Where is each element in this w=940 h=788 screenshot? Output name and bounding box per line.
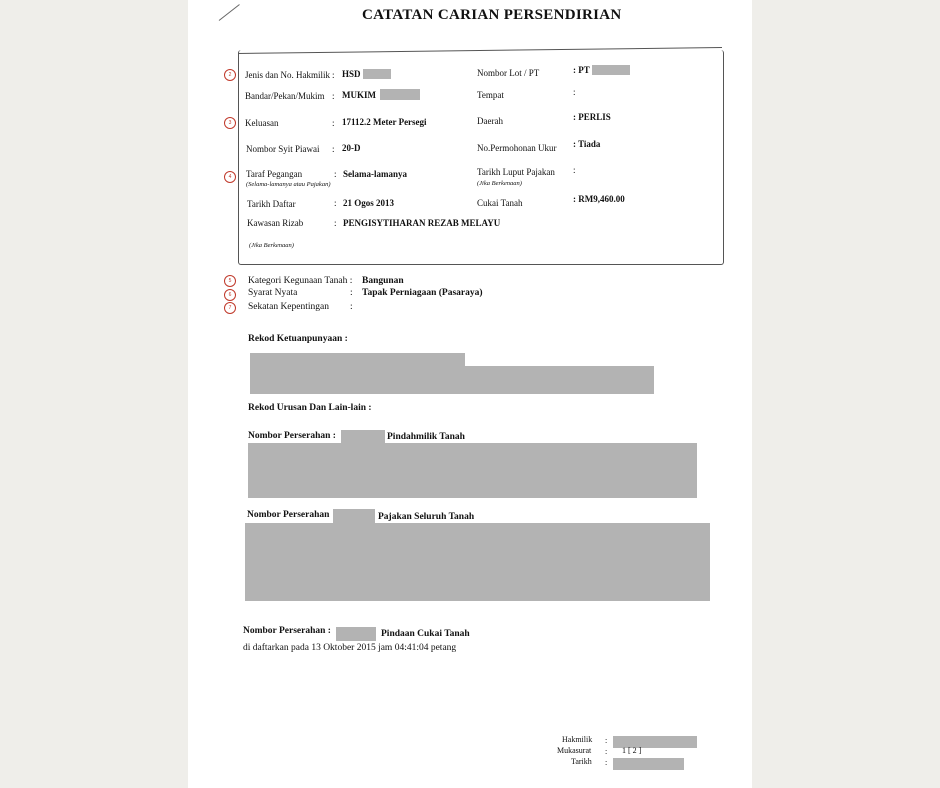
redaction — [613, 758, 684, 770]
lot-label: Nombor Lot / PT — [477, 68, 540, 78]
marker-2: 2 — [224, 69, 236, 81]
rizab-label: Kawasan Rizab — [247, 218, 304, 228]
rekod-urusan-heading: Rekod Urusan Dan Lain-lain : — [248, 403, 372, 413]
permohonan-label: No.Permohonan Ukur — [477, 143, 557, 153]
didaftarkan-text: di daftarkan pada 13 Oktober 2015 jam 04:41:04 petang — [243, 643, 457, 653]
footer-tarikh-label: Tarikh — [571, 757, 592, 766]
perserahan-3-type: Pindaan Cukai Tanah — [381, 629, 470, 639]
syit-value: 20-D — [342, 143, 361, 153]
cukai-value: : RM9,460.00 — [573, 194, 625, 204]
syit-colon: : — [332, 144, 335, 154]
tempat-value: : — [573, 87, 576, 97]
rizab-colon: : — [334, 218, 337, 228]
redaction — [250, 353, 465, 367]
keluasan-value: 17112.2 Meter Persegi — [342, 117, 427, 127]
marker-5: 5 — [224, 275, 236, 287]
jenis-label: Jenis dan No. Hakmilik — [245, 70, 330, 80]
perserahan-3-label: Nombor Perserahan : — [243, 626, 331, 636]
footer-colon: : — [605, 747, 608, 756]
redaction — [336, 627, 376, 641]
cukai-label: Cukai Tanah — [477, 198, 523, 208]
footer-hakmilik-label: Hakmilik — [562, 735, 593, 744]
redaction — [341, 430, 385, 443]
daftar-colon: : — [334, 198, 337, 208]
marker-6: 6 — [224, 289, 236, 301]
redaction — [363, 69, 391, 79]
marker-3: 3 — [224, 117, 236, 129]
marker-4: 4 — [224, 171, 236, 183]
footer-mukasurat-label: Mukasurat — [557, 746, 592, 755]
footer-mukasurat-value: 1 [ 2 ] — [622, 746, 642, 755]
redaction — [245, 523, 710, 601]
redaction — [592, 65, 630, 75]
perserahan-2-label: Nombor Perserahan — [247, 510, 330, 520]
perserahan-1-label: Nombor Perserahan : — [248, 431, 336, 441]
redaction — [333, 509, 375, 523]
daerah-value: : PERLIS — [573, 112, 611, 122]
luput-sub: (Jika Berkenaan) — [477, 180, 522, 187]
keluasan-colon: : — [332, 118, 335, 128]
perserahan-2-type: Pajakan Seluruh Tanah — [378, 512, 475, 522]
daerah-label: Daerah — [477, 116, 503, 126]
syit-label: Nombor Syit Piawai — [246, 144, 320, 154]
taraf-sub: (Selama-lamanya atau Pajakan) — [246, 181, 331, 188]
lot-value: : PT — [573, 65, 590, 75]
sekatan-label: Sekatan Kepentingan — [248, 302, 329, 312]
jenis-value: HSD — [342, 69, 361, 79]
taraf-value: Selama-lamanya — [343, 169, 407, 179]
permohonan-value: : Tiada — [573, 139, 601, 149]
jenis-colon: : — [332, 70, 335, 80]
sekatan-colon: : — [350, 302, 353, 312]
luput-label: Tarikh Luput Pajakan — [477, 167, 555, 177]
bandar-colon: : — [332, 91, 335, 101]
bandar-label: Bandar/Pekan/Mukim — [245, 91, 325, 101]
footer-colon: : — [605, 736, 608, 745]
redaction — [248, 443, 697, 498]
title-details-box — [238, 50, 724, 265]
rekod-ketuanpunyaan-heading: Rekod Ketuanpunyaan : — [248, 334, 348, 344]
marker-7: 7 — [224, 302, 236, 314]
page-title: CATATAN CARIAN PERSENDIRIAN — [362, 7, 622, 23]
syarat-value: Tapak Perniagaan (Pasaraya) — [362, 288, 483, 298]
rizab-sub: (Jika Berkenaan) — [249, 242, 294, 249]
luput-value: : — [573, 165, 576, 175]
daftar-value: 21 Ogos 2013 — [343, 198, 395, 208]
syarat-colon: : — [350, 288, 353, 298]
redaction — [380, 89, 420, 100]
footer-colon: : — [605, 758, 608, 767]
taraf-colon: : — [334, 169, 337, 179]
rizab-value: PENGISYTIHARAN REZAB MELAYU — [343, 218, 501, 228]
tempat-label: Tempat — [477, 90, 504, 100]
syarat-label: Syarat Nyata — [248, 288, 298, 298]
keluasan-label: Keluasan — [245, 118, 279, 128]
kategori-value: Bangunan — [362, 276, 404, 286]
daftar-label: Tarikh Daftar — [247, 199, 296, 209]
perserahan-1-type: Pindahmilik Tanah — [387, 432, 465, 442]
kategori-label: Kategori Kegunaan Tanah : — [248, 276, 353, 286]
redaction — [250, 366, 654, 394]
taraf-label: Taraf Pegangan — [246, 169, 303, 179]
bandar-value: MUKIM — [342, 90, 376, 100]
